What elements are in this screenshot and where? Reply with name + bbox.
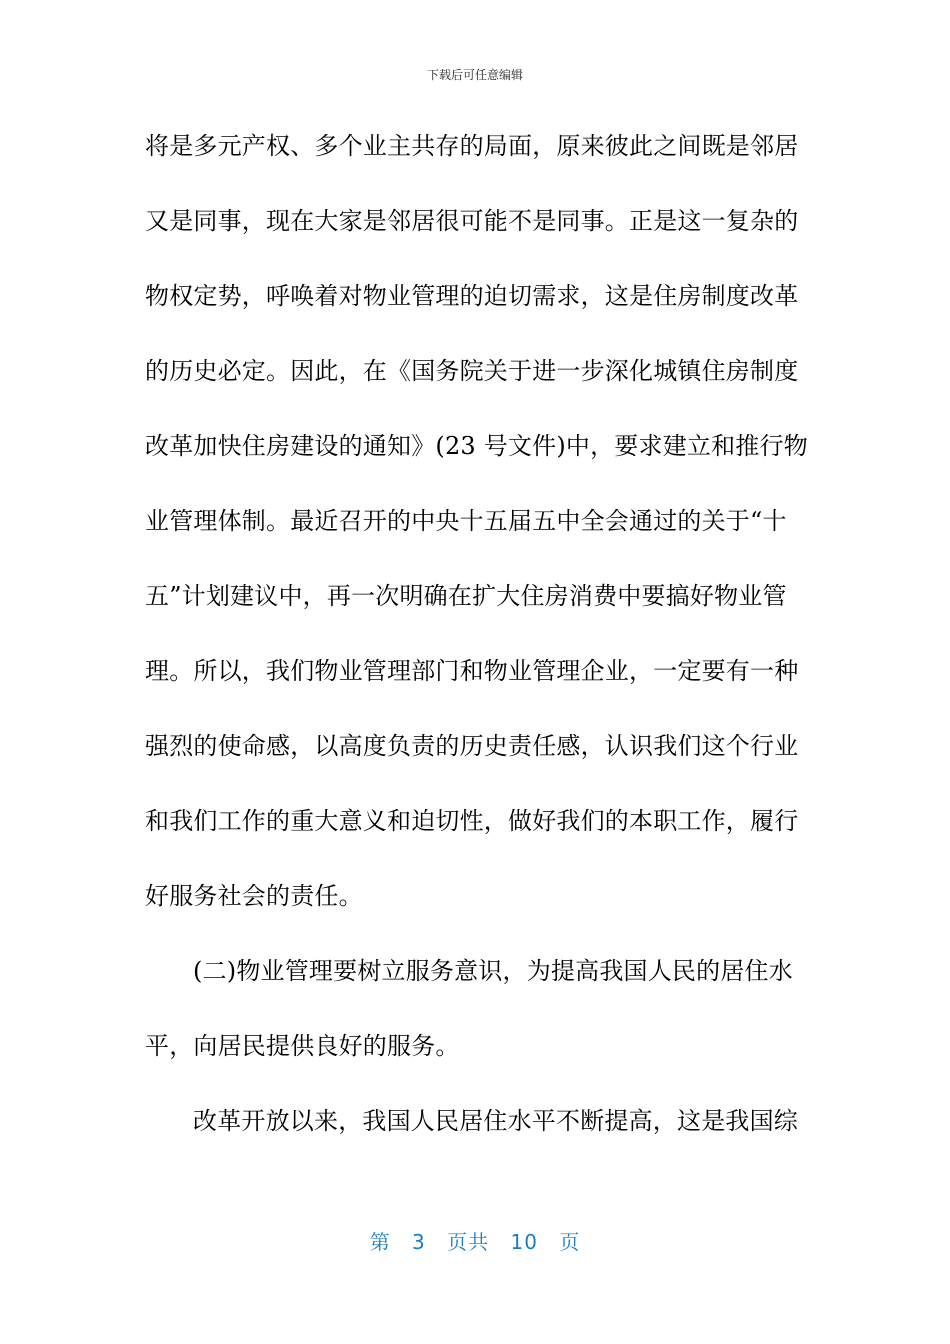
current-page-number: 3 — [412, 1230, 426, 1254]
text-line: 好服务社会的责任。 — [145, 882, 363, 910]
text-line: 将是多元产权、多个业主共存的局面，原来彼此之间既是邻居 — [145, 132, 799, 160]
text-line: 改革开放以来，我国人民居住水平不断提高，这是我国综 — [193, 1107, 798, 1135]
text-line: 的历史必定。因此，在《国务院关于进一步深化城镇住房制度 — [145, 357, 799, 385]
section-heading-line: 平，向居民提供良好的服务。 — [145, 1032, 460, 1060]
text-line: 物权定势，呼唤着对物业管理的迫切需求，这是住房制度改革 — [145, 282, 799, 310]
body-text — [145, 126, 808, 1176]
footer-suffix: 页 — [559, 1230, 581, 1254]
text-line: 又是同事，现在大家是邻居很可能不是同事。正是这一复杂的 — [145, 207, 799, 235]
text-line: 五”计划建议中，再一次明确在扩大住房消费中要搞好物业管 — [145, 582, 787, 610]
footer-middle: 页共 — [447, 1230, 490, 1254]
text-line: 和我们工作的重大意义和迫切性，做好我们的本职工作，履行 — [145, 807, 799, 835]
text-line: 业管理体制。最近召开的中央十五届五中全会通过的关于“十 — [145, 507, 787, 535]
text-line: 强烈的使命感，以高度负责的历史责任感，认识我们这个行业 — [145, 732, 799, 760]
page-number-footer — [0, 1226, 950, 1255]
text-line: 改革加快住房建设的通知》(23 号文件)中，要求建立和推行物 — [145, 432, 808, 460]
section-heading-line: (二)物业管理要树立服务意识，为提高我国人民的居住水 — [193, 957, 793, 985]
text-line: 理。所以，我们物业管理部门和物业管理企业，一定要有一种 — [145, 657, 799, 685]
total-page-count: 10 — [510, 1230, 538, 1254]
footer-prefix: 第 — [369, 1230, 391, 1254]
header-note: 下载后可任意编辑 — [426, 68, 523, 82]
